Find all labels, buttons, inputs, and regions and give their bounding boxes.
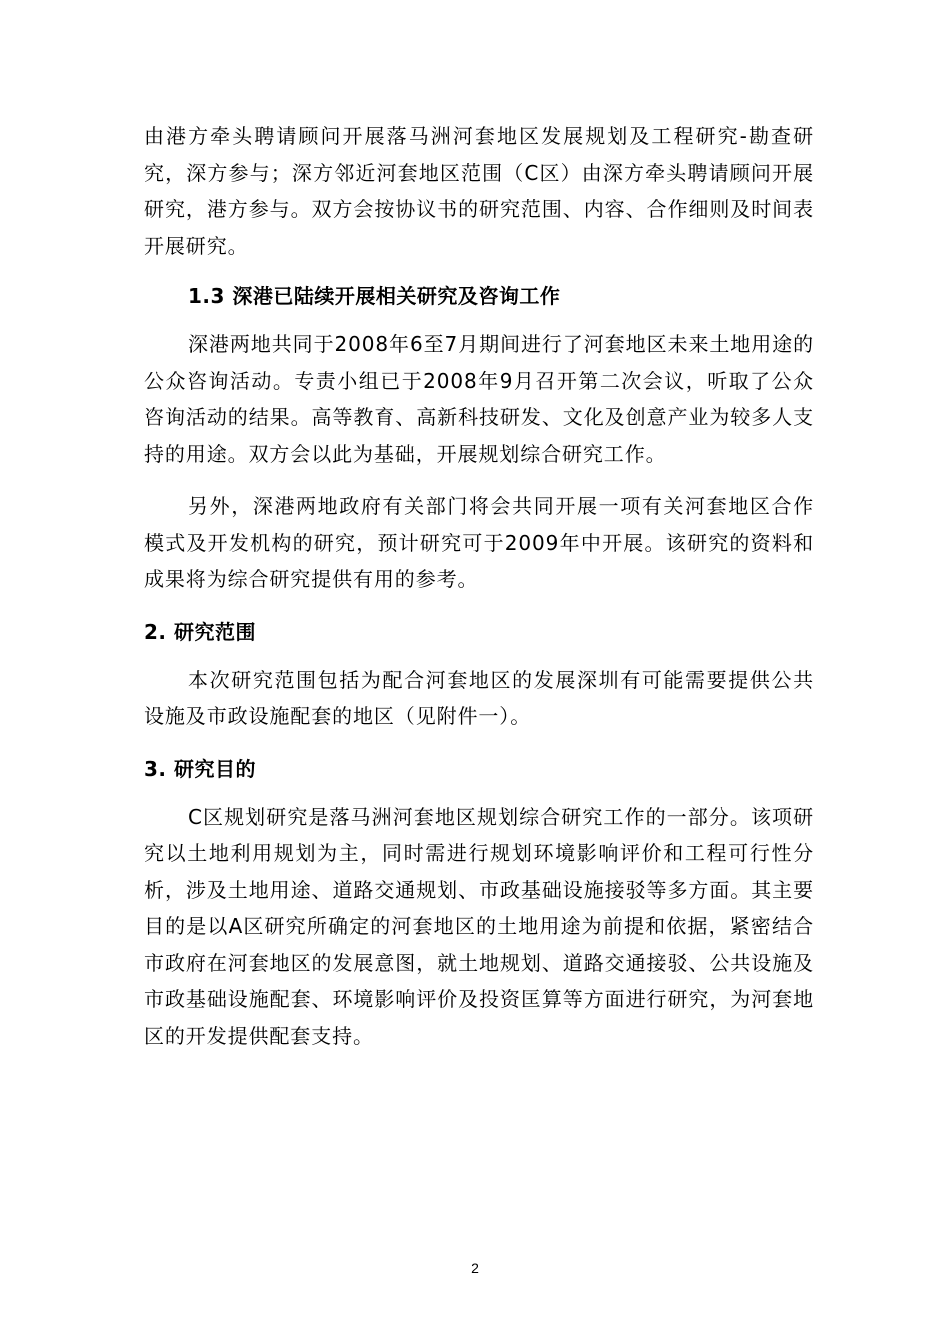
spacer	[144, 472, 814, 488]
spacer	[144, 650, 814, 662]
heading-section-1-3: 1.3 深港已陆续开展相关研究及咨询工作	[188, 284, 561, 308]
paragraph-purpose: C区规划研究是落马洲河套地区规划综合研究工作的一部分。该项研究以土地利用规划为主，同时需进行规划环境影响评价和工程可行性分析，涉及土地用途、道路交通规划、市政基础设施接驳等多方面。其主要目的是以A区研究所确定的河套地区的土地用途为前提和依据，紧密结合市政府在河套地区的发展意图，就土地规划、道路交通接驳、公共设施及市政基础设施配套、环境影响评价及投资匡算等方面进行研究，为河套地区的开发提供配套支持。	[144, 804, 814, 1048]
paragraph-scope: 本次研究范围包括为配合河套地区的发展深圳有可能需要提供公共设施及市政设施配套的地区（见附件一）。	[144, 667, 814, 728]
page-body	[144, 118, 814, 1054]
spacer	[144, 787, 814, 799]
heading-section-3: 3. 研究目的	[144, 756, 256, 781]
heading-section-2: 2. 研究范围	[144, 619, 256, 644]
paragraph-cooperation-study: 另外，深港两地政府有关部门将会共同开展一项有关河套地区合作模式及开发机构的研究，预计研究可于2009年中开展。该研究的资料和成果将为综合研究提供有用的参考。	[144, 494, 814, 591]
paragraph-intro-continuation: 由港方牵头聘请顾问开展落马洲河套地区发展规划及工程研究-勘查研究，深方参与；深方邻近河套地区范围（C区）由深方牵头聘请顾问开展研究，港方参与。双方会按协议书的研究范围、内容、合作细则及时间表开展研究。	[144, 124, 814, 258]
spacer	[144, 264, 814, 278]
spacer	[144, 314, 814, 326]
spacer	[144, 735, 814, 751]
spacer	[144, 598, 814, 614]
paragraph-consultation: 深港两地共同于2008年6至7月期间进行了河套地区未来土地用途的公众咨询活动。专责小组已于2008年9月召开第二次会议，听取了公众咨询活动的结果。高等教育、高新科技研发、文化及创意产业为较多人支持的用途。双方会以此为基础，开展规划综合研究工作。	[144, 332, 814, 466]
page-number: 2	[471, 1260, 479, 1276]
